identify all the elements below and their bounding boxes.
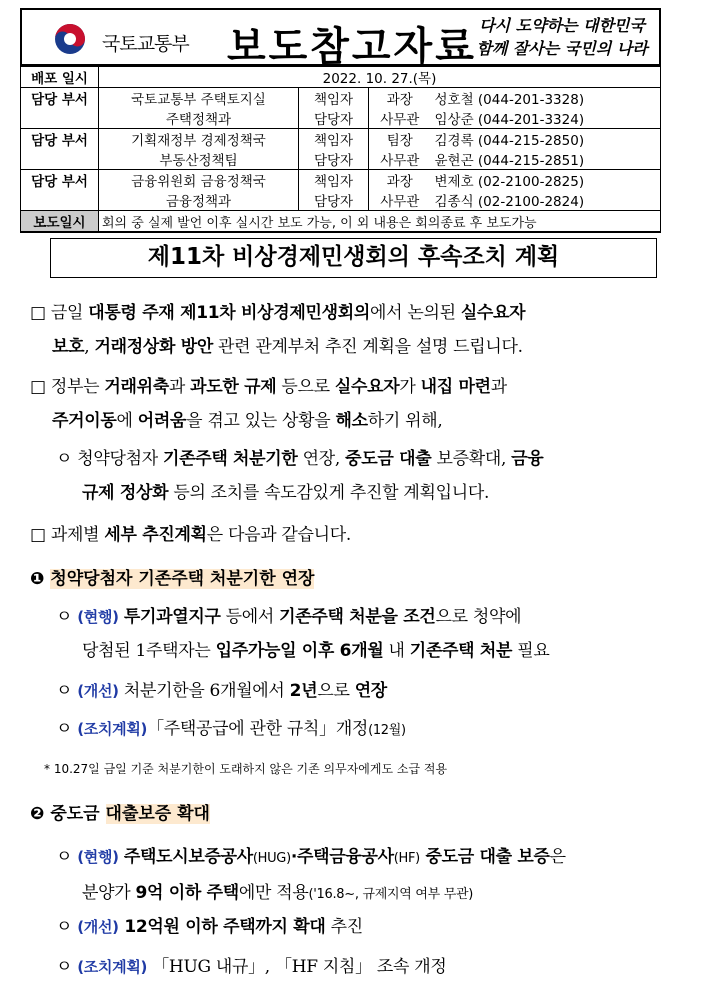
paragraph-2: □ 정부는 거래위축과 과도한 규제 등으로 실수요자가 내집 마련과 주거이동에 어려움을 겪고 있는 상황을 해소하기 위해, [30,377,507,431]
slogan-line-1: 다시 도약하는 대한민국 [479,16,645,35]
position: 사무관 [369,149,431,170]
slogan-line-2: 함께 잘사는 국민의 나라 [476,39,648,58]
position: 과장 [369,88,431,109]
contact: 김종식 (02-2100-2824) [431,190,661,211]
role: 책임자 [299,129,369,150]
paragraph-1: □ 금일 대통령 주재 제11차 비상경제민생회의에서 논의된 실수요자 보호, 거래정상화 방안 관련 관계부처 추진 계획을 설명 드립니다. [30,303,526,357]
role: 책임자 [299,170,369,191]
section-1-current: ㅇ (현행) 투기과열지구 등에서 기존주택 처분을 조건으로 청약에 당첨된 1주택자는 입주가능일 이후 6개월 내 기존주택 처분 필요 [56,607,550,661]
section-1-action: ㅇ (조치계획)「주택공급에 관한 규칙」개정(12월) [56,719,406,739]
dept-label: 담당 부서 [21,129,99,170]
dept-name: 부동산정책팀 [99,149,299,170]
section-2-current: ㅇ (현행) 주택도시보증공사(HUG)·주택금융공사(HF) 중도금 대출 보증은 분양가 9억 이하 주택에만 적용('16.8~, 규제지역 여부 무관) [56,847,566,903]
report-time-text: 회의 중 실제 발언 이후 실시간 보도 가능, 이 외 내용은 회의종료 후 보도가능 [99,211,661,233]
report-time-label: 보도일시 [21,211,99,233]
section-2-improvement: ㅇ (개선) 12억원 이하 주택까지 확대 추진 [56,917,363,937]
contact: 성호철 (044-201-3328) [431,88,661,109]
dept-name: 금융위원회 금융정책국 [99,170,299,191]
role: 담당자 [299,149,369,170]
section-2-action: ㅇ (조치계획) 「HUG 내규」, 「HF 지침」 조속 개정 [56,957,447,977]
position: 팀장 [369,129,431,150]
contact: 윤현곤 (044-215-2851) [431,149,661,170]
contact: 임상준 (044-201-3324) [431,108,661,129]
paragraph-3: ㅇ 청약당첨자 기존주택 처분기한 연장, 중도금 대출 보증확대, 금융 규제 정상화 등의 조치를 속도감있게 추진할 계획입니다. [56,449,544,503]
section-2-heading: ❷ 중도금 대출보증 확대 [30,804,210,824]
position: 사무관 [369,190,431,211]
press-title: 보도참고자료 [227,24,477,70]
position: 사무관 [369,108,431,129]
dept-name: 국토교통부 주택토지실 [99,88,299,109]
taegeuk-logo-icon [50,22,90,56]
dept-name: 기획재정부 경제정책국 [99,129,299,150]
section-1-improvement: ㅇ (개선) 처분기한을 6개월에서 2년으로 연장 [56,681,387,701]
release-date: 2022. 10. 27.(목) [99,67,661,88]
contact-table [20,66,661,233]
role: 담당자 [299,190,369,211]
section-1-note: * 10.27일 금일 기준 처분기한이 도래하지 않은 기존 의무자에게도 소급 적용 [44,762,448,776]
position: 과장 [369,170,431,191]
dept-name: 주택정책과 [99,108,299,129]
ministry-name: 국토교통부 [102,33,189,55]
paragraph-4: □ 과제별 세부 추진계획은 다음과 같습니다. [30,525,352,545]
dept-label: 담당 부서 [21,170,99,211]
role: 책임자 [299,88,369,109]
role: 담당자 [299,108,369,129]
release-label: 배포 일시 [21,67,99,88]
document-title: 제11차 비상경제민생회의 후속조치 계획 [50,238,657,278]
contact: 변제호 (02-2100-2825) [431,170,661,191]
section-1-heading: ❶ 청약당첨자 기존주택 처분기한 연장 [30,569,315,589]
dept-label: 담당 부서 [21,88,99,129]
press-header [20,8,661,70]
contact: 김경록 (044-215-2850) [431,129,661,150]
slogan [467,14,657,60]
dept-name: 금융정책과 [99,190,299,211]
